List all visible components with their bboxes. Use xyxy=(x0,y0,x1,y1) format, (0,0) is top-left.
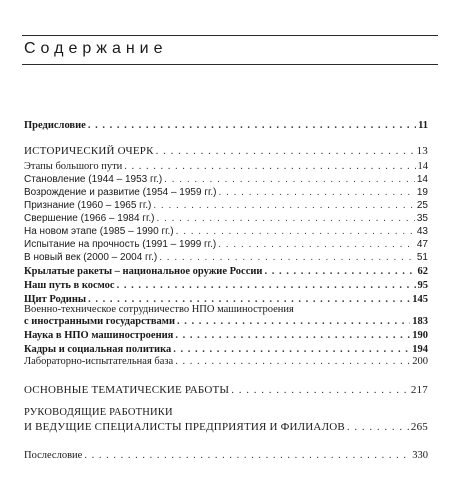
toc-entry xyxy=(24,280,428,292)
toc-entry xyxy=(24,200,428,212)
toc-page: 183 xyxy=(412,316,428,327)
toc-leader xyxy=(117,280,416,292)
toc-page: 25 xyxy=(416,200,428,211)
toc-label: Лабораторно-испытательная база xyxy=(24,356,174,367)
toc-entry xyxy=(24,174,428,186)
toc-leader xyxy=(153,200,415,212)
toc-entry xyxy=(24,421,428,433)
toc-leader xyxy=(347,421,409,433)
toc-label: Свершение (1966 – 1984 гг.) xyxy=(24,213,155,224)
toc-page: 330 xyxy=(412,450,428,461)
page-title: Содержание xyxy=(24,40,168,57)
toc-leader xyxy=(175,356,410,368)
toc-label: РУКОВОДЯЩИЕ РАБОТНИКИ xyxy=(24,407,173,418)
toc-label: В новый век (2000 – 2004 гг.) xyxy=(24,252,158,263)
toc-page: 62 xyxy=(417,266,428,277)
toc-leader xyxy=(175,330,410,342)
toc-label: И ВЕДУЩИЕ СПЕЦИАЛИСТЫ ПРЕДПРИЯТИЯ И ФИЛИАЛОВ xyxy=(24,421,345,433)
toc-entry xyxy=(24,252,428,264)
toc-label: Возрождение и развитие (1954 – 1959 гг.) xyxy=(24,187,217,198)
toc-entry xyxy=(24,120,428,132)
toc-label: Становление (1944 – 1953 гг.) xyxy=(24,174,163,185)
toc-page: 19 xyxy=(416,187,428,198)
toc-label: ОСНОВНЫЕ ТЕМАТИЧЕСКИЕ РАБОТЫ xyxy=(24,384,230,396)
toc-label: Военно-техническое сотрудничество НПО машиностроения xyxy=(24,304,294,315)
toc-page: 14 xyxy=(416,174,428,185)
toc-label: Испытание на прочность (1991 – 1999 гг.) xyxy=(24,239,217,250)
toc-label: Наш путь в космос xyxy=(24,280,115,291)
toc-leader xyxy=(173,344,410,356)
toc-label: Щит Родины xyxy=(24,294,87,305)
toc-leader xyxy=(84,450,410,462)
toc-label: с иностранными государствами xyxy=(24,316,176,327)
toc-label: На новом этапе (1985 – 1990 гг.) xyxy=(24,226,174,237)
toc-page: 11 xyxy=(418,120,428,131)
toc-entry xyxy=(24,450,428,462)
toc-leader xyxy=(124,161,415,173)
toc-leader xyxy=(164,174,415,186)
toc-entry xyxy=(24,330,428,342)
toc-page: 14 xyxy=(417,161,428,172)
toc-entry xyxy=(24,239,428,251)
toc-label: Наука в НПО машиностроения xyxy=(24,330,174,341)
toc-label: Этапы большого пути xyxy=(24,161,123,172)
toc-entry xyxy=(24,344,428,356)
toc-entry xyxy=(24,161,428,173)
toc-page: 217 xyxy=(410,384,428,396)
toc-leader xyxy=(231,384,409,396)
toc-leader xyxy=(177,316,410,328)
toc-page: 200 xyxy=(412,356,428,367)
toc-page: 35 xyxy=(416,213,428,224)
toc-page: 43 xyxy=(416,226,428,237)
toc-label: Предисловие xyxy=(24,120,86,131)
toc-leader xyxy=(218,239,415,251)
toc-entry xyxy=(24,145,428,157)
toc-page: 47 xyxy=(416,239,428,250)
toc-entry xyxy=(24,187,428,199)
toc-page: 265 xyxy=(410,421,428,433)
toc-entry xyxy=(24,226,428,238)
toc-leader xyxy=(219,187,415,199)
toc-leader xyxy=(156,213,414,225)
toc-page: 51 xyxy=(416,252,428,263)
title-rule xyxy=(22,64,438,65)
toc-leader xyxy=(176,226,415,238)
toc-page: 190 xyxy=(412,330,428,341)
toc-page: 194 xyxy=(412,344,428,355)
toc-entry xyxy=(24,266,428,278)
toc-page: 95 xyxy=(417,280,428,291)
toc-page: 13 xyxy=(416,145,428,157)
toc-leader xyxy=(88,120,416,132)
toc-entry xyxy=(24,213,428,225)
toc-label: ИСТОРИЧЕСКИЙ ОЧЕРК xyxy=(24,145,154,157)
toc-entry xyxy=(24,356,428,368)
toc-label: Крылатые ракеты – национальное оружие России xyxy=(24,266,263,277)
toc-leader xyxy=(156,145,415,157)
toc-label: Признание (1960 – 1965 гг.) xyxy=(24,200,152,211)
top-rule xyxy=(22,35,438,36)
toc-label: Кадры и социальная политика xyxy=(24,344,172,355)
toc-page: 145 xyxy=(412,294,428,305)
toc-leader xyxy=(159,252,415,264)
toc-entry xyxy=(24,384,428,396)
toc-entry xyxy=(24,316,428,328)
toc-label: Послесловие xyxy=(24,450,83,461)
toc-leader xyxy=(264,266,415,278)
